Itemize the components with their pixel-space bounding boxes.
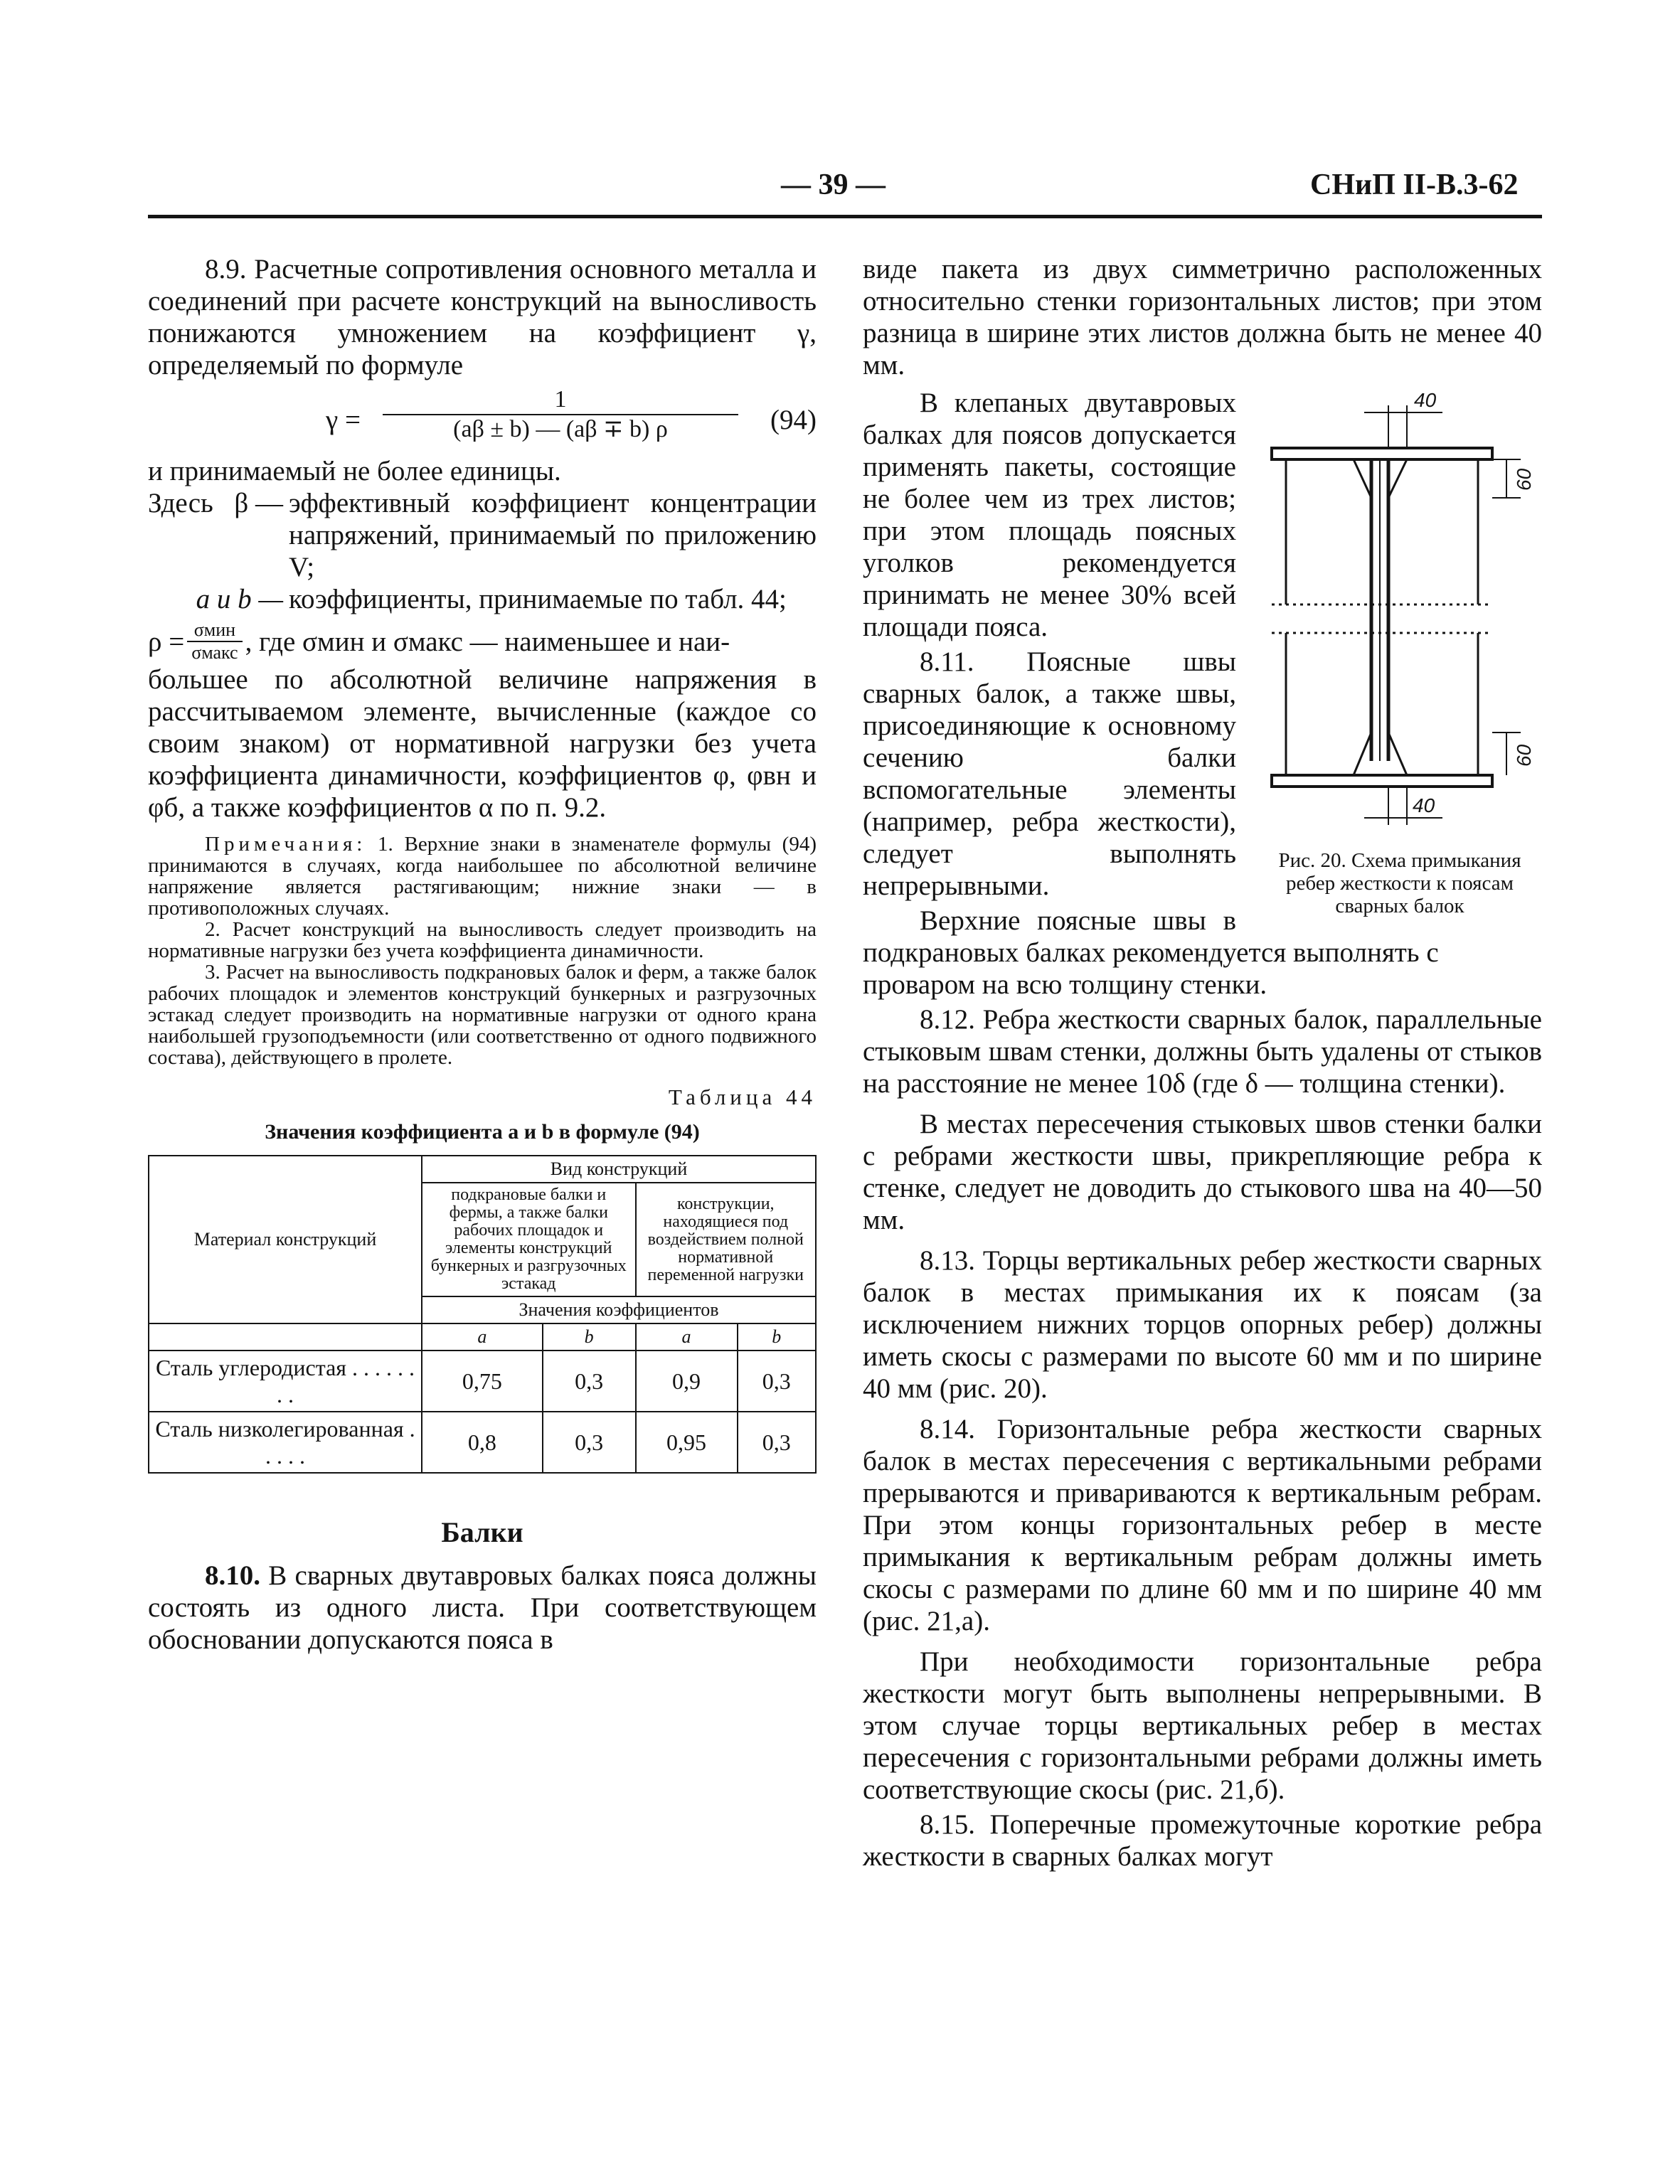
header-rule [148, 215, 1542, 218]
rho-definition [148, 619, 817, 664]
paragraph-text: Ребра жесткости сварных балок, параллельные стыковым швам стенки, должны быть удалены от стыков на расстояние не менее 10δ (где δ — толщина стенки). [863, 1004, 1542, 1099]
dimension-60-bottom: 60 [1513, 744, 1535, 767]
clause-number: 8.11. [920, 646, 974, 677]
clause-number: 8.14. [920, 1414, 975, 1444]
paragraph-text: Горизонтальные ребра жесткости сварных балок в местах пересечения с вертикальными ребрами прерываются и привариваются к вертикальным ребрам. При этом концы горизонтальных ребер в месте примыкания к вертикальным ребрам должны иметь скосы с размерами по длине 60 мм и по ширине 40 мм (рис. 21,a). [863, 1414, 1542, 1636]
paragraph-riveted-beams: В клепаных двутавровых балках для поясов допускается применять пакеты, состоящие не более чем из трех листов; при этом площадь поясных уголков рекомендуется принимать не менее 30% всей площади пояса. [863, 388, 1236, 642]
paragraph-text: Торцы вертикальных ребер жесткости сварных балок в местах примыкания их к поясам (за исключением нижних торцов опорных ребер) должны иметь скосы с размерами по высоте 60 мм и по ширине 40 мм (рис. 20). [863, 1245, 1542, 1404]
definition-beta [148, 487, 817, 583]
paragraph-8-10 [148, 1560, 817, 1656]
rho-numerator: σмин [187, 619, 242, 642]
stiffener-diagram [1258, 391, 1542, 839]
paragraph-upper-seams: Верхние поясные швы в подкрановых балках рекомендуется выполнять с [863, 905, 1439, 968]
value-cell: 0,95 [636, 1412, 738, 1473]
dimension-40-bottom: 40 [1413, 794, 1435, 816]
variable-load-header: конструкции, находящиеся под воздействием полной нормативной переменной нагрузки [636, 1183, 817, 1296]
rho-text-first-line: , где σмин и σмакс — наименьшее и наи- [245, 626, 730, 657]
paragraph-text: Расчетные сопротивления основного металла и соединений при расчете конструкций на выносливость понижаются умножением на коэффициент γ, определяемый по формуле [148, 254, 817, 380]
value-cell: 0,9 [636, 1351, 738, 1412]
note-3: 3. Расчет на выносливость подкрановых балок и ферм, а также балок рабочих площадок и элементов конструкций бункерных и разгрузочных эстакад следует производить на нормативные нагрузки от одного крана наибольшей грузоподъемности (или соответственно от одного подвижного состава), действующего в пролете. [148, 961, 817, 1069]
formula-denominator: (aβ ± b) — (aβ ∓ b) ρ [453, 416, 668, 442]
note-2: 2. Расчет конструкций на выносливость следует производить на нормативные нагрузки без учета коэффициента динамичности. [148, 918, 817, 962]
table-row [149, 1412, 816, 1473]
formula-94 [148, 385, 817, 455]
value-cell: 0,3 [543, 1351, 636, 1412]
material-cell: Сталь низколегированная . . . . . [149, 1412, 422, 1473]
coefficient-values-header: Значения коэффициентов [422, 1296, 816, 1323]
dimension-60-top: 60 [1513, 468, 1535, 491]
subheader-a: a [636, 1323, 738, 1351]
paragraph-8-14 [863, 1413, 1542, 1637]
paragraph-8-14-b: При необходимости горизонтальные ребра жесткости могут быть выполнены непрерывными. В этом случае торцы вертикальных ребер в местах пересечения с горизонтальными ребрами должны иметь соответствующие скосы (рис. 21,б). [863, 1646, 1542, 1805]
note-1-text: 1. Верхние знаки в знаменателе формулы (94) принимаются в случаях, когда наибольшее по абсолютной величине напряжение является растягивающим; нижние знаки — в противоположных случаях. [148, 833, 817, 920]
table-row [149, 1351, 816, 1412]
paragraph-8-9 [148, 253, 817, 381]
crane-beams-header: подкрановые балки и фермы, а также балки рабочих площадок и элементы конструкций бункерных и разгрузочных эстакад [422, 1183, 636, 1296]
formula-condition: и принимаемый не более единицы. [148, 456, 561, 486]
formula-numerator: 1 [383, 385, 738, 415]
paragraph-8-15 [863, 1809, 1542, 1873]
value-cell: 0,3 [543, 1412, 636, 1473]
figure-20 [1258, 391, 1542, 917]
value-cell: 0,3 [738, 1351, 816, 1412]
table-label: Таблица 44 [668, 1085, 817, 1109]
table-title: Значения коэффициента a и b в формуле (94) [265, 1120, 700, 1144]
lower-flange [1272, 775, 1492, 787]
formula-number: (94) [770, 405, 817, 435]
clause-number: 8.12. [920, 1004, 975, 1035]
section-title: Балки [441, 1516, 523, 1548]
rho-denominator: σмакс [191, 642, 238, 663]
here-label: Здесь [148, 488, 213, 518]
subheader-a: a [422, 1323, 543, 1351]
rho-fraction [187, 619, 242, 664]
notes-title: Примечания: [205, 833, 367, 856]
paragraph-8-10-continued: виде пакета из двух симметрично расположенных относительно стенки горизонтальных листов; при этом разница в ширине этих листов должна быть не менее 40 мм. [863, 254, 1542, 380]
material-cell: Сталь углеродистая . . . . . . . . [149, 1351, 422, 1412]
subheader-b: b [543, 1323, 636, 1351]
formula-fraction [383, 385, 738, 444]
rho-text: большее по абсолютной величине напряжения в рассчитываемом элементе, вычисленные (каждое со своим знаком) от нормативной нагрузки без учета коэффициента динамичности, коэффициентов φ, φвн и φб, а также коэффициентов α по п. 9.2. [148, 664, 817, 823]
table-44 [148, 1155, 817, 1474]
paragraph-8-12-b: В местах пересечения стыковых швов стенки балки с ребрами жесткости швы, прикрепляющие ребра к стенке, следует не доводить до стыкового шва на 40—50 мм. [863, 1109, 1542, 1235]
material-header: Материал конструкций [149, 1156, 422, 1323]
note-1 [148, 833, 817, 919]
paragraph-upper-seams-end: проваром на всю толщину стенки. [863, 969, 1267, 1000]
subheader-b: b [738, 1323, 816, 1351]
clause-number: 8.9. [205, 254, 247, 284]
empty-cell [149, 1323, 422, 1351]
ab-definition: коэффициенты, принимаемые по табл. 44; [289, 584, 787, 614]
formula-lhs: γ = [326, 405, 361, 435]
paragraph-text: В сварных двутавровых балках пояса должны состоять из одного листа. При соответствующем обосновании допускаются пояса в [148, 1560, 817, 1655]
construction-type-header: Вид конструкций [422, 1156, 816, 1183]
page-number: — 39 — [781, 169, 886, 201]
ab-symbol: a и b — [196, 584, 283, 614]
paragraph-8-13 [863, 1245, 1542, 1405]
paragraph-text: Поперечные промежуточные короткие ребра жесткости в сварных балках могут [863, 1809, 1543, 1872]
beta-symbol: β — [234, 488, 283, 518]
clause-number: 8.13. [920, 1245, 975, 1276]
left-column [148, 253, 817, 1656]
clause-number: 8.15. [920, 1809, 975, 1840]
dimension-40-top: 40 [1414, 391, 1437, 411]
paragraph-text: Поясные швы сварных балок, а также швы, присоединяющие к основному сечению балки вспомогательные элементы (например, ребра жесткости), следует выполнять непрерывными. [863, 646, 1237, 901]
value-cell: 0,8 [422, 1412, 543, 1473]
rho-lhs: ρ = [148, 626, 185, 657]
upper-flange [1272, 448, 1492, 459]
notes-block [148, 833, 817, 1068]
beta-definition: эффективный коэффициент концентрации напряжений, принимаемый по приложению V; [289, 488, 817, 582]
figure-caption: Рис. 20. Схема примыкания ребер жесткости к поясам сварных балок [1278, 849, 1521, 917]
paragraph-8-12 [863, 1003, 1542, 1099]
value-cell: 0,3 [738, 1412, 816, 1473]
value-cell: 0,75 [422, 1351, 543, 1412]
document-code: СНиП II-В.3-62 [1310, 169, 1519, 201]
clause-number: 8.10. [205, 1560, 260, 1591]
right-column [863, 253, 1542, 1873]
definition-ab [148, 583, 817, 615]
